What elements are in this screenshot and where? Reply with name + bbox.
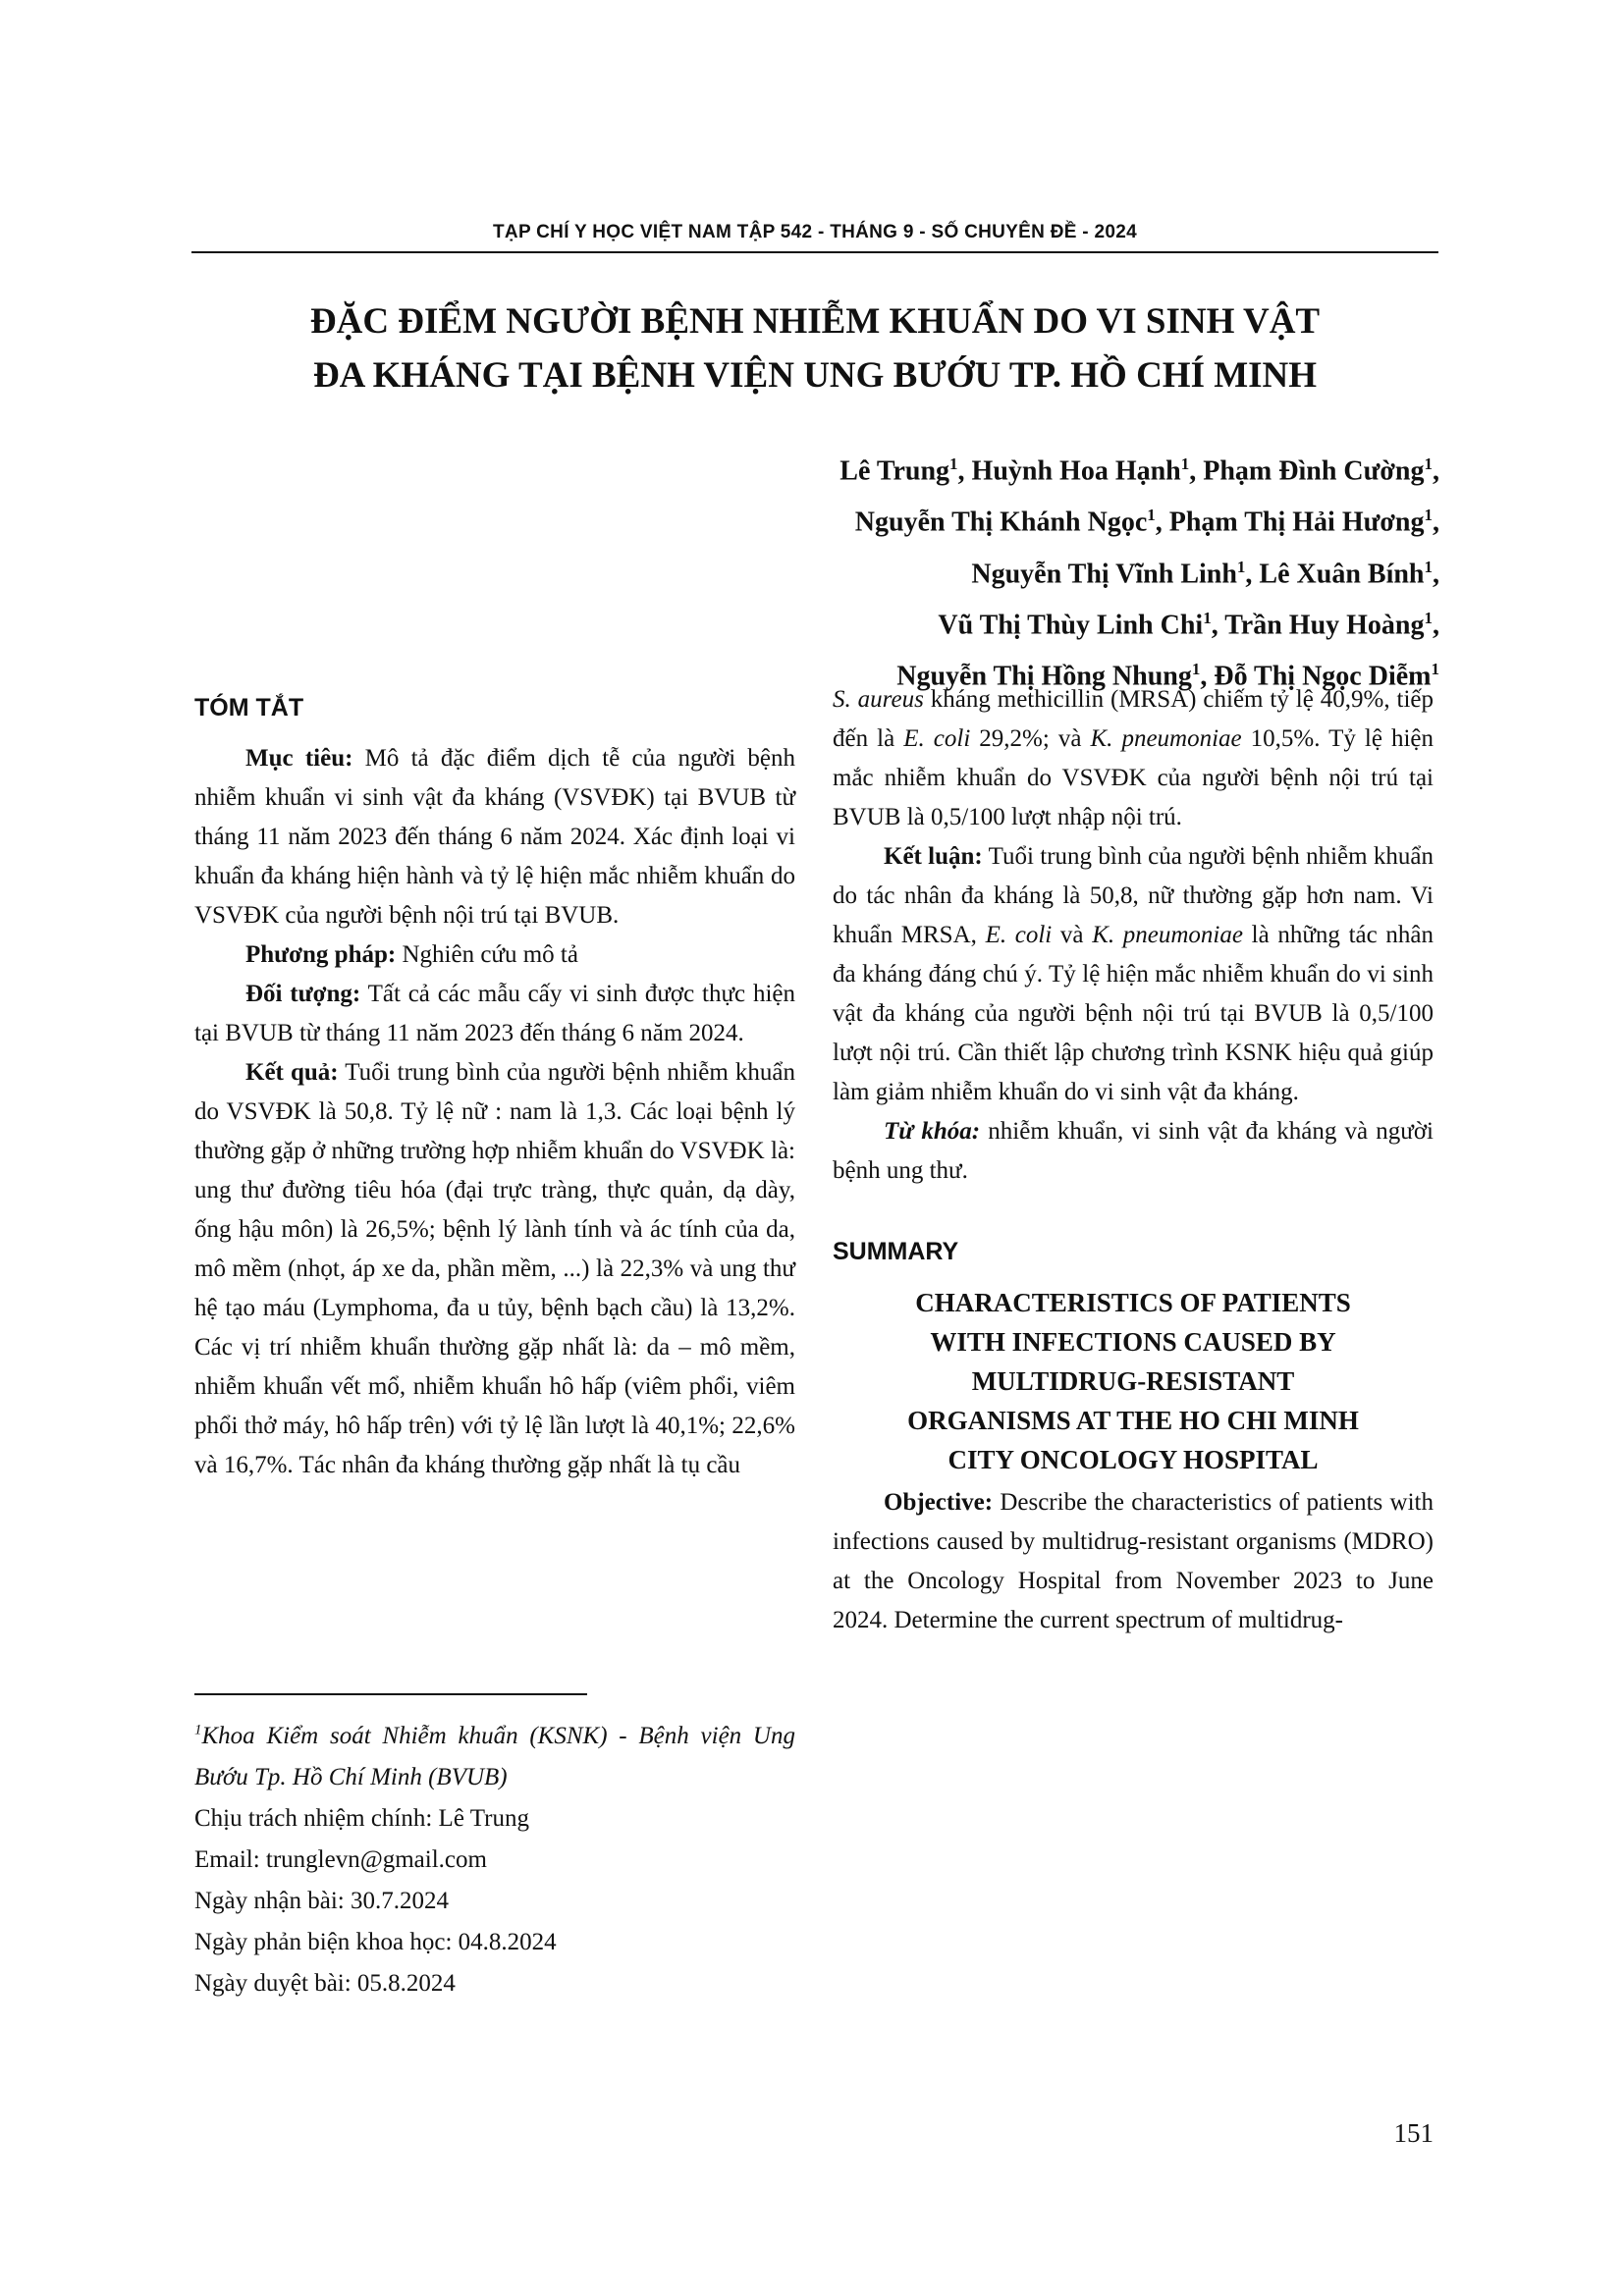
author-name: Lê Xuân Bính (1259, 558, 1425, 589)
accepted-date: Ngày duyệt bài: 05.8.2024 (194, 1970, 456, 1998)
journal-header: TẠP CHÍ Y HỌC VIỆT NAM TẬP 542 - THÁNG 9 - SỐ CHUYÊN ĐỀ - 2024 (493, 222, 1137, 242)
author-name: Phạm Thị Hải Hương (1168, 507, 1425, 538)
author-name: Đỗ Thị Ngọc Diễm (1214, 661, 1432, 692)
summary-heading: SUMMARY (833, 1238, 959, 1265)
received-date: Ngày nhận bài: 30.7.2024 (194, 1888, 449, 1915)
author-line-3: Nguyễn Thị Vĩnh Linh$^1$, Lê Xuân Bính$^1$, (971, 557, 1439, 589)
summary-title: CHARACTERISTICS OF PATIENTS WITH INFECTIONS CAUSED BY MULTIDRUG-RESISTANT ORGANISMS AT THE HO CHI MINH CITY ONCOLOGY HOSPITAL (907, 1288, 1359, 1474)
author-name: Lê Trung (839, 455, 950, 487)
footnote-rule (194, 1693, 587, 1695)
author-name: Nguyễn Thị Khánh Ngọc (854, 507, 1148, 538)
abstract-heading: TÓM TẮT (194, 694, 304, 721)
right-column (833, 680, 1434, 1640)
keywords-paragraph: Từ khóa: nhiễm khuẩn, vi sinh vật đa kháng và người bệnh ung thư. (833, 1118, 1434, 1184)
objective-paragraph: Mục tiêu: Mô tả đặc điểm dịch tễ của người bệnh nhiễm khuẩn vi sinh vật đa kháng (VSVĐK) tại BVUB từ tháng 11 năm 2023 đến tháng 6 năm 2024. Xác định loại vi khuẩn đa kháng hiện hành và tỷ lệ hiện mắc nhiễm khuẩn do VSVĐK của người bệnh nội trú tại BVUB. (194, 745, 795, 929)
title-line-1: ĐẶC ĐIỂM NGƯỜI BỆNH NHIỄM KHUẨN DO VI SINH VẬT (309, 301, 1321, 342)
author-name: Phạm Đình Cường (1203, 455, 1425, 487)
method-paragraph: Phương pháp: Nghiên cứu mô tả (245, 941, 578, 968)
author-line-4: Vũ Thị Thùy Linh Chi$^1$, Trần Huy Hoàng$^1$, (938, 608, 1439, 641)
title-line-2: ĐA KHÁNG TẠI BỆNH VIỆN UNG BƯỚU TP. HỒ CHÍ MINH (312, 355, 1318, 396)
author-name: Huỳnh Hoa Hạnh (971, 455, 1181, 487)
article-title (226, 294, 1404, 402)
results-paragraph: Kết quả: Tuổi trung bình của người bệnh nhiễm khuẩn do VSVĐK là 50,8. Tỷ lệ nữ : nam là 1,3. Các loại bệnh lý thường gặp ở những trường hợp nhiễm khuẩn do VSVĐK là: ung thư đường tiêu hóa (đại trực tràng, thực quản, dạ dày, ống hậu môn) là 26,5%; bệnh lý lành tính và ác tính của da, mô mềm (nhọt, áp xe da, phần mềm, ...) là 22,3% và ung thư hệ tạo máu (Lymphoma, đa u tủy, bệnh bạch cầu) là 13,2%. Các vị trí nhiễm khuẩn thường gặp nhất là: da – mô mềm, nhiễm khuẩn vết mổ, nhiễm khuẩn hô hấp (viêm phổi, viêm phổi thở máy, hô hấp trên) với tỷ lệ lần lượt là 40,1%; 22,6% và 16,7%. Tác nhân đa kháng thường gặp nhất là tụ cầu (194, 1059, 795, 1478)
author-name: Vũ Thị Thùy Linh Chi (938, 610, 1204, 641)
author-line-2: Nguyễn Thị Khánh Ngọc$^1$, Phạm Thị Hải Hương$^1$, (854, 506, 1439, 538)
page-number: 151 (1393, 2118, 1434, 2148)
reviewed-date: Ngày phản biện khoa học: 04.8.2024 (194, 1929, 557, 1956)
author-name: Nguyễn Thị Hồng Nhung (896, 661, 1192, 692)
conclusion-paragraph: Kết luận: Tuổi trung bình của người bệnh nhiễm khuẩn do tác nhân đa kháng là 50,8, nữ thường gặp hơn nam. Vi khuẩn MRSA, E. coli và K. pneumoniae là những tác nhân đa kháng đáng chú ý. Tỷ lệ hiện mắc nhiễm khuẩn do vi sinh vật đa kháng của người bệnh nội trú tại BVUB là 0,5/100 lượt nội trú. Cần thiết lập chương trình KSNK hiệu quả giúp làm giảm nhiễm khuẩn do vi sinh vật đa kháng. (833, 843, 1434, 1105)
email: Email: trunglevn@gmail.com (194, 1846, 487, 1874)
author-line-1: Lê Trung$^1$, Huỳnh Hoa Hạnh$^1$, Phạm Đình Cường$^1$, (839, 454, 1439, 487)
author-line-5: Nguyễn Thị Hồng Nhung$^1$, Đỗ Thị Ngọc Diễm$^1$ (896, 660, 1439, 692)
author-list (556, 442, 1439, 699)
author-name: Nguyễn Thị Vĩnh Linh (971, 558, 1237, 589)
subjects-paragraph: Đối tượng: Tất cả các mẫu cấy vi sinh được thực hiện tại BVUB từ tháng 11 năm 2023 đến tháng 6 năm 2024. (194, 981, 795, 1046)
footnotes (194, 1710, 795, 2004)
results-continued: S. aureus kháng methicillin (MRSA) chiếm tỷ lệ 40,9%, tiếp đến là E. coli 29,2%; và K. pneumoniae 10,5%. Tỷ lệ hiện mắc nhiễm khuẩn do VSVĐK của người bệnh nội trú tại BVUB là 0,5/100 lượt nhập nội trú. (833, 686, 1434, 830)
objective-en-paragraph: Objective: Describe the characteristics of patients with infections caused by multidrug-resistant organisms (MDRO) at the Oncology Hospital from November 2023 to June 2024. Determine the current spectrum of multidrug- (833, 1489, 1434, 1633)
affiliation: $^1$Khoa Kiểm soát Nhiễm khuẩn (KSNK) - Bệnh viện Ung Bướu Tp. Hồ Chí Minh (BVUB) (194, 1723, 795, 1791)
responsible-author: Chịu trách nhiệm chính: Lê Trung (194, 1805, 529, 1833)
left-column (194, 682, 795, 1485)
author-name: Trần Huy Hoàng (1224, 610, 1425, 641)
header-rule (191, 251, 1438, 253)
